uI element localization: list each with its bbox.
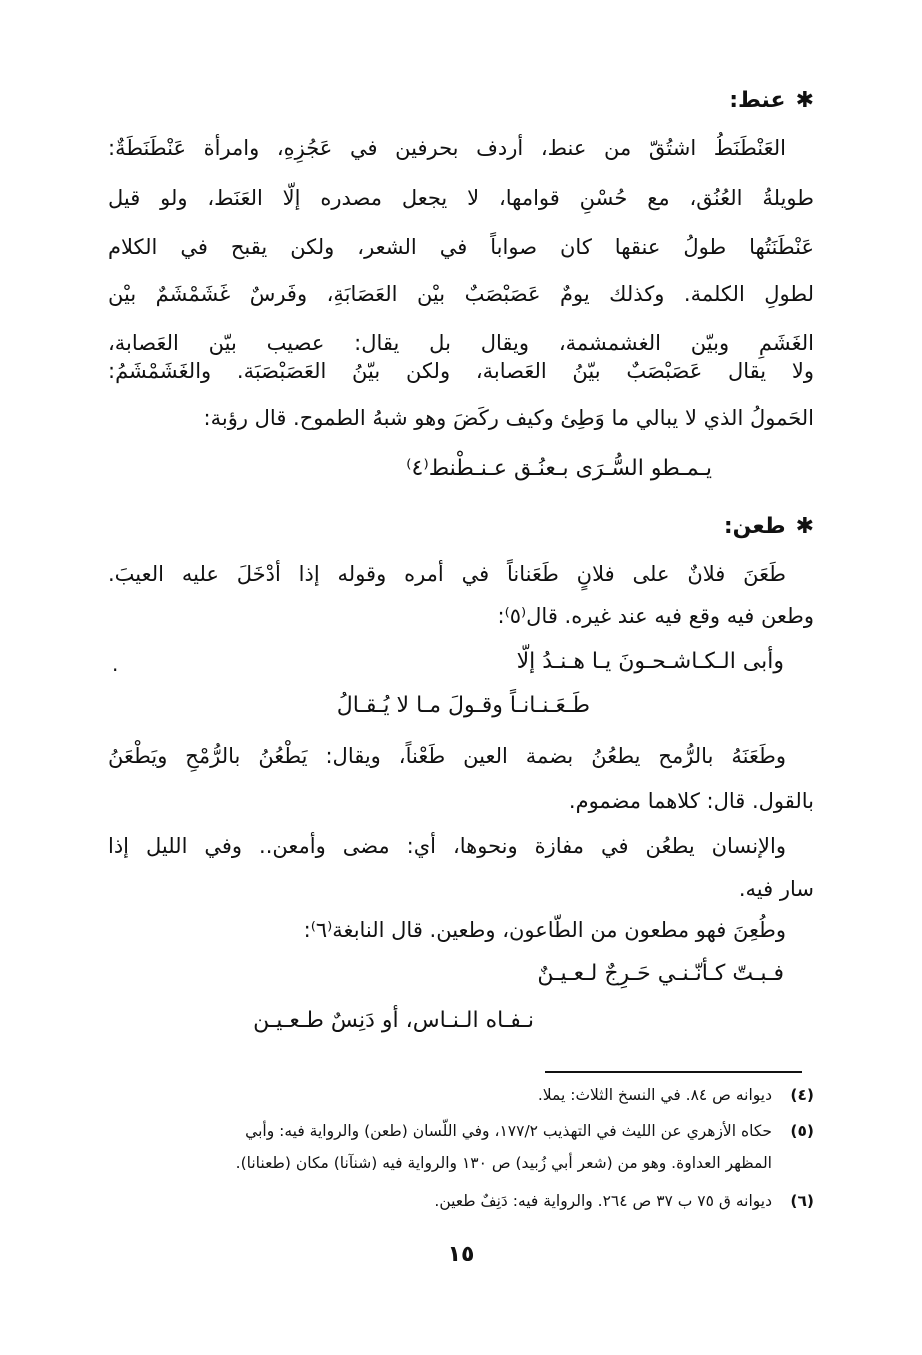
text-line: سار فيه. [738, 877, 814, 901]
text-line: الحَمولُ الذي لا يبالي ما وَطِئ وكيف ركَضَ وهو شبهُ الطموح. قال رؤبة: [203, 406, 814, 430]
text-line: وطُعِنَ فهو مطعون من الطّاعون، وطعين. قال النابغة⁽٦⁾: [303, 918, 786, 942]
text-line: وطعن فيه وقع فيه عند غيره. قال⁽٥⁾: [497, 604, 814, 628]
text-line: طويلةُ العُنُق، مع حُسْنِ قوامها، لا يجعل مصدره إلّا العَنَط، ولو قيل [108, 186, 814, 210]
asterisk-icon: ✱ [795, 514, 814, 539]
entry-heading-anat [729, 88, 814, 113]
footnote-continuation: المظهر العداوة. وهو من (شعر أبي زُبيد) ص ١٣٠ والرواية فيه (شنآنا) مكان (طعنانا). [235, 1154, 772, 1172]
text-line: طَعَنَ فلانٌ على فلانٍ طَعَناناً في أمره وقوله إذا أدْخَلَ عليه العيبَ. [108, 562, 786, 586]
text-line: لطولِ الكلمة. وكذلك يومٌ عَصَبْصَبٌ بيْن العَصَابَةِ، وفَرسٌ غَشَمْشَمٌ بيْن [108, 282, 814, 306]
footnote-text: حكاه الأزهري عن الليث في التهذيب ١٧٧/٢، وفي اللّسان (طعن) والرواية فيه: وأبي [245, 1122, 772, 1140]
entry-heading-taan [724, 514, 814, 539]
entry-heading-text: طعن: [723, 514, 786, 539]
verse-line: يـمـطو السُّـرَى بـعنُـق عـنـطْنط⁽٤⁾ [406, 456, 712, 481]
verse-line: نـفـاه الـنـاس، أو دَنِسٌ طـعـيـن [253, 1008, 534, 1033]
verse-dot: . [112, 652, 119, 676]
text-line: الغَشَمِ وبيّن الغشمشمة، ويقال بل يقال: عصيب بيّن العَصابة، [108, 331, 814, 355]
entry-heading-text: عنط: [729, 88, 786, 113]
text-line: عَنْطَنَتُها طولُ عنقها كان صواباً في الشعر، ولكن يقبح في الكلام [108, 235, 814, 259]
footnote [108, 1082, 814, 1108]
text-line: والإنسان يطعُن في مفازة ونحوها، أي: مضى وأمعن.. وفي الليل إذا [108, 834, 786, 858]
text-line: بالقول. قال: كلاهما مضموم. [568, 789, 814, 813]
verse-line: طَـعَـنـانـاً وقـولَ مـا لا يُـقـالُ [336, 693, 590, 718]
asterisk-icon: ✱ [795, 88, 814, 113]
verse-line: وأبى الـكـاشـحـونَ يـا هـنـدُ إلّا [516, 649, 784, 674]
footnote [108, 1118, 814, 1144]
footnote [108, 1188, 814, 1214]
footnote-divider [545, 1071, 802, 1073]
footnote-number: (٤) [790, 1086, 814, 1104]
footnote-number: (٦) [790, 1192, 814, 1210]
text-line: وطَعَنَهُ بالرُّمح يطعُنُ بضمة العين طَعْناً، ويقال: يَطْعُنُ بالرُّمْحِ ويَطْعَنُ [108, 744, 786, 768]
footnote-number: (٥) [790, 1122, 814, 1140]
footnote-text: ديوانه ق ٧٥ ب ٣٧ ص ٢٦٤. والرواية فيه: دَنِفٌ طعين. [434, 1192, 772, 1210]
text-line: ولا يقال عَصَبْصَبٌ بيّنُ العَصابة، ولكن بيّنُ العَصَبْصَبَة. والغَشَمْشَمُ: [108, 359, 814, 383]
verse-line: فـبـتّ كـأنّـنـي حَـرِجٌ لـعـيـنٌ [537, 961, 784, 986]
page-number: ١٥ [447, 1242, 475, 1267]
footnote-text: ديوانه ص ٨٤. في النسخ الثلاث: يملا. [537, 1086, 772, 1104]
text-line: العَنْطَنَطُ اشتُقّ من عنط، أردف بحرفين في عَجُزِهِ، وامرأة عَنْطَنَطَةٌ: [108, 136, 786, 160]
